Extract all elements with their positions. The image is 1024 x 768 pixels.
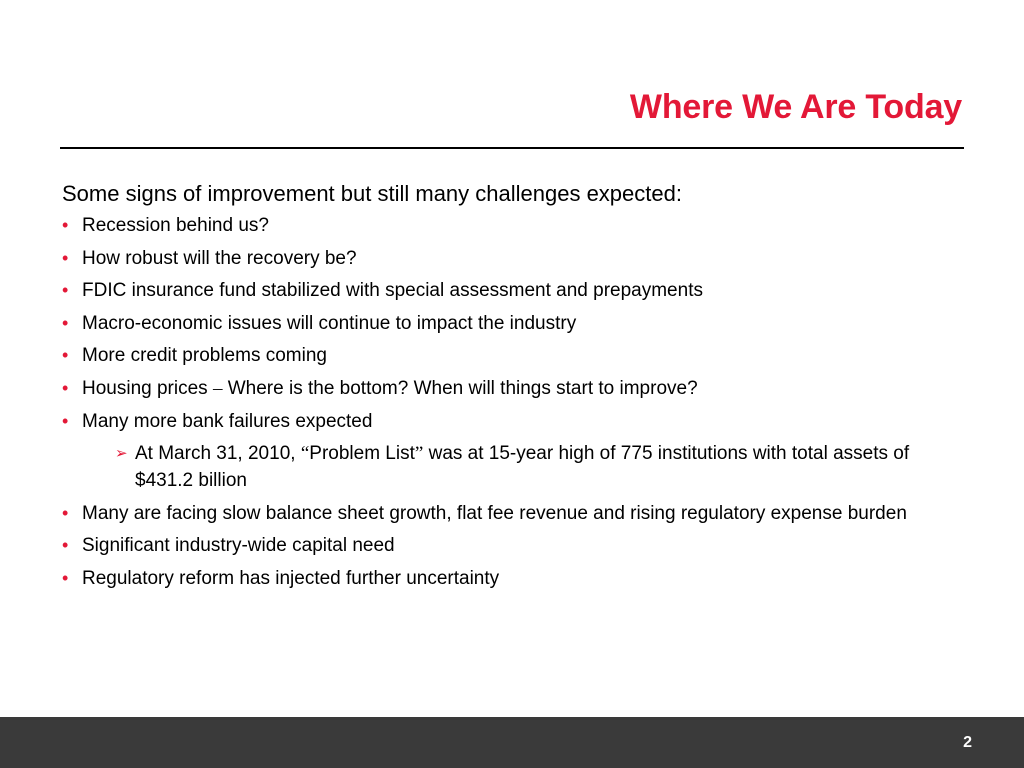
close-quote: ” (414, 443, 424, 465)
sub-bullet-text: was at 15-year high of 775 institutions with total assets of $431.2 billion (135, 443, 910, 492)
bullet-text: FDIC insurance fund stabilized with special assessment and prepayments (82, 280, 703, 302)
slide-title: Where We Are Today (629, 88, 962, 126)
bullet-item (62, 277, 942, 304)
bullet-item (62, 342, 942, 369)
dash-separator: – (212, 377, 223, 399)
bullet-item (62, 212, 942, 239)
sub-bullet-item (62, 440, 942, 494)
bullet-text: Significant industry-wide capital need (82, 535, 395, 557)
bullet-dot-icon: • (62, 215, 69, 235)
sub-bullet-term: Problem List (309, 443, 415, 465)
bullet-text: Many more bank failures expected (82, 410, 373, 432)
bullet-text: Housing prices (82, 377, 213, 399)
bullet-dot-icon: • (62, 567, 69, 588)
bullet-item-failures (62, 408, 942, 435)
bullet-text: Recession behind us? (82, 215, 269, 236)
bullet-dot-icon: • (62, 377, 69, 398)
footer-bar (0, 717, 1024, 768)
bullet-dot-icon: • (62, 247, 69, 268)
page-number: 2 (963, 734, 972, 751)
bullet-text: How robust will the recovery be? (82, 247, 357, 269)
arrow-bullet-icon: ➢ (115, 445, 128, 463)
bullet-item (62, 245, 942, 272)
title-divider (60, 147, 964, 149)
intro-text: Some signs of improvement but still many challenges expected: (62, 181, 682, 206)
bullet-list (62, 212, 942, 598)
bullet-text: Many are facing slow balance sheet growth, flat fee revenue and rising regulatory expense burden (82, 502, 907, 524)
bullet-dot-icon: • (62, 502, 69, 523)
bullet-item (62, 532, 942, 559)
bullet-item-housing (62, 375, 942, 402)
sub-bullet-text: At March 31, 2010, (135, 443, 301, 465)
bullet-dot-icon: • (62, 535, 69, 556)
bullet-item (62, 310, 942, 337)
open-quote: “ (300, 443, 310, 465)
bullet-dot-icon: • (62, 410, 69, 431)
bullet-text: More credit problems coming (82, 345, 327, 367)
bullet-item (62, 565, 942, 592)
bullet-dot-icon: • (62, 280, 69, 301)
bullet-dot-icon: • (62, 312, 69, 333)
bullet-dot-icon: • (62, 345, 69, 366)
bullet-text: Where is the bottom? When will things start to improve? (222, 377, 698, 399)
bullet-item (62, 500, 942, 527)
bullet-text: Macro-economic issues will continue to impact the industry (82, 312, 577, 334)
bullet-text: Regulatory reform has injected further uncertainty (82, 567, 500, 589)
